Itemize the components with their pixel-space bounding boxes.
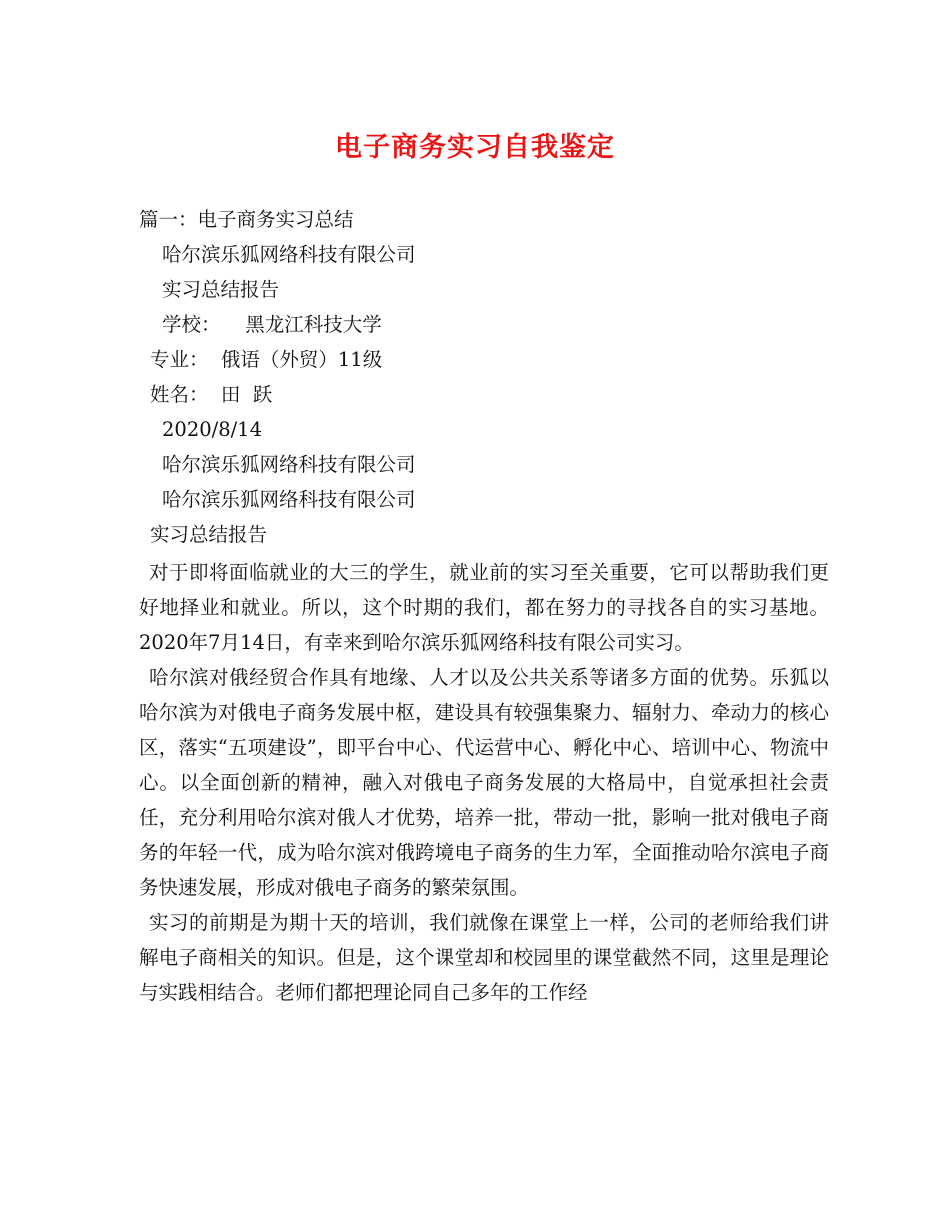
date-line: 2020/8/14 (162, 418, 262, 441)
company-name-line: 哈尔滨乐狐网络科技有限公司 (162, 453, 416, 476)
major-line: 专业： 俄语（外贸）11级 (150, 348, 383, 371)
report-title-line: 实习总结报告 (150, 523, 268, 546)
company-name-line: 哈尔滨乐狐网络科技有限公司 (162, 243, 416, 266)
paragraph: 实习的前期是为期十天的培训，我们就像在课堂上一样，公司的老师给我们讲解电子商相关的知识。但是，这个课堂却和校园里的课堂截然不同，这里是理论与实践相结合。老师们都把理论同自己多年的工作经 (139, 911, 829, 1004)
school-line: 学校： 黑龙江科技大学 (162, 313, 382, 336)
body-text (139, 555, 829, 1010)
section-heading: 篇一：电子商务实习总结 (139, 208, 354, 231)
document-title: 电子商务实习自我鉴定 (335, 132, 615, 163)
name-line: 姓名： 田 跃 (150, 383, 273, 406)
company-name-line: 哈尔滨乐狐网络科技有限公司 (162, 488, 416, 511)
report-title-line: 实习总结报告 (162, 278, 280, 301)
paragraph: 哈尔滨对俄经贸合作具有地缘、人才以及公共关系等诸多方面的优势。乐狐以哈尔滨为对俄电子商务发展中枢，建设具有较强集聚力、辐射力、牵动力的核心区，落实“五项建设”，即平台中心、代运营中心、孵化中心、培训中心、物流中心。以全面创新的精神，融入对俄电子商务发展的大格局中，自觉承担社会责任，充分利用哈尔滨对俄人才优势，培养一批，带动一批，影响一批对俄电子商务的年轻一代，成为哈尔滨对俄跨境电子商务的生力军，全面推动哈尔滨电子商务快速发展，形成对俄电子商务的繁荣氛围。 (139, 666, 829, 899)
paragraph: 对于即将面临就业的大三的学生，就业前的实习至关重要，它可以帮助我们更好地择业和就业。所以，这个时期的我们，都在努力的寻找各自的实习基地。2020年7月14日，有幸来到哈尔滨乐狐网络科技有限公司实习。 (139, 561, 829, 654)
